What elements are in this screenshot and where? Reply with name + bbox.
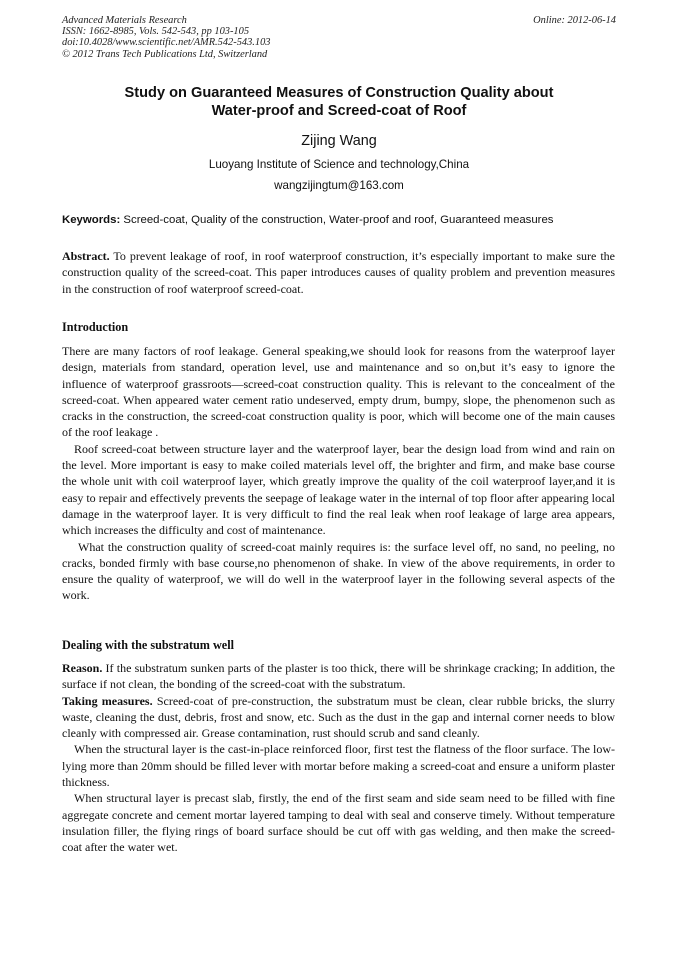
reason-label: Reason. [62,661,103,675]
issn-line: ISSN: 1662-8985, Vols. 542-543, pp 103-105 [62,26,250,38]
journal-name: Advanced Materials Research [62,15,187,26]
doi-line: doi:10.4028/www.scientific.net/AMR.542-543.103 [62,37,271,49]
paper-title [62,84,616,120]
introduction-heading: Introduction [62,320,129,334]
measures-paragraph [62,693,615,742]
journal-header [62,15,616,60]
introduction-body [62,343,615,604]
measures-text: Screed-coat of pre-construction, the substratum must be clean, clear rubble bricks, the slurry waste, cleaning the dust, debris, frost and snow, etc. Such as the dust in the gap and internal corner needs to blow cleanly with compressed air. Grease contamination, rust should scrub and sand cleanly. [62,693,616,741]
copyright-line: © 2012 Trans Tech Publications Ltd, Switzerland [62,48,268,60]
measures-label: Taking measures. [62,693,153,708]
keywords-label: Keywords: [62,214,121,226]
substratum-body [62,660,615,856]
abstract [62,248,615,297]
author-affiliation: Luoyang Institute of Science and technology,China [208,158,470,171]
online-date: Online: 2012-06-14 [533,15,616,26]
intro-paragraph-3: What the construction quality of screed-coat mainly requires is: the surface level off, no sand, no peeling, no cracks, bonded firmly with base course,no phenomenon of shake. In view of the above requirements, in order to ensure the quality of waterproof, we will do well in the waterproof layer in the following several aspects of the work. [62,539,615,603]
author-name: Zijing Wang [301,133,377,149]
abstract-label: Abstract. [62,249,110,263]
keywords-line [62,213,622,228]
substratum-heading: Dealing with the substratum well [62,638,234,652]
title-line-1: Study on Guaranteed Measures of Construction Quality about [124,85,554,101]
intro-paragraph-1: There are many factors of roof leakage. General speaking,we should look for reasons from the waterproof layer design, materials from standard, operation level, use and maintenance and so on,but it’s easy to ignore the influence of waterproof grassroots—screed-coat construction quality. This is relevant to the concealment of the screed-coat. When appeared water cement ratio undeserved, empty drum, bumpy, slope, the phenomenon such as cracks in the construction, the screed-coat construction quality is poor, which will become one of the main causes of the roof leakage . [62,344,615,440]
reason-text: If the substratum sunken parts of the plaster is too thick, there will be shrinkage cracking; In addition, the surface if not clean, the bonding of the screed-coat with the substratum. [62,661,615,692]
intro-paragraph-2: Roof screed-coat between structure layer and the waterproof layer, bear the design load from wind and rain on the level. More important is easy to make coiled materials level off, the brighter and firm, and make base course the whole unit with coil waterproof layer, which greatly improve the quality of the coil waterproof layer,and it is easy to repair and effectively prevents the seepage of leakage water in the internal of top floor after appearing local damage in the waterproof layer. It is very difficult to find the real leak when roof leakage of large area appears, which increases the difficulty and cost of maintenance. [62,441,615,538]
cast-in-place-paragraph: When the structural layer is the cast-in-place reinforced floor, first test the flatness of the floor surface. The low-lying more than 20mm should be filled lever with mortar before making a screed-coat and ensure a uniform plaster thickness. [62,742,615,790]
abstract-text: To prevent leakage of roof, in roof waterproof construction, it’s especially important to make sure the construction quality of the screed-coat. This paper introduces causes of quality problem and prevention measures in the construction of roof waterproof screed-coat. [62,249,615,296]
precast-slab-paragraph: When structural layer is precast slab, firstly, the end of the first seam and side seam need to be filled with fine aggregate concrete and cement mortar layered tamping to deal with seal and conserve timely. Without temperature insulation filler, the flying rings of board surface should be cut off with gas welding, and then make the screed-coat after the water wet. [62,791,615,855]
author-email: wangzijingtum@163.com [274,179,404,192]
reason-paragraph [62,660,615,693]
keywords-text: Screed-coat, Quality of the construction, Water-proof and roof, Guaranteed measures [120,214,554,226]
title-line-2: Water-proof and Screed-coat of Roof [211,103,467,119]
